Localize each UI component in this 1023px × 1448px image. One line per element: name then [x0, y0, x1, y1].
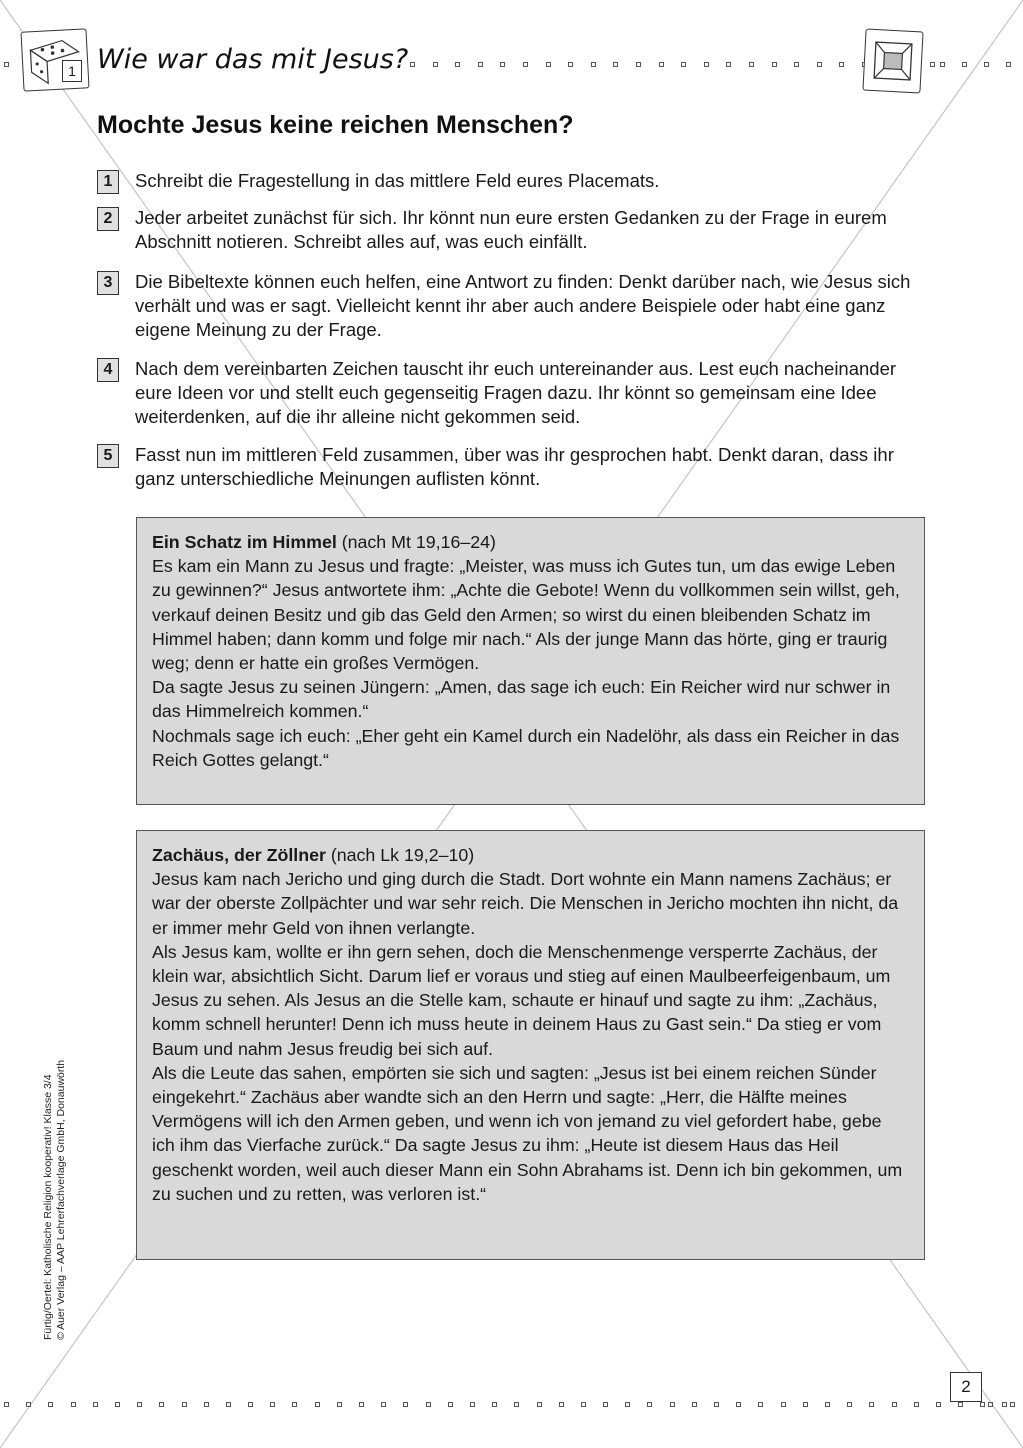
copyright-note [42, 1010, 68, 1340]
task-number: 2 [97, 207, 119, 231]
logo-number: 1 [62, 60, 82, 82]
task-item [97, 443, 927, 491]
task-item [97, 206, 927, 254]
copyright-line: Fürtig/Oertel: Katholische Religion kooperativ! Klasse 3/4 [42, 1074, 54, 1340]
story-paragraph: Es kam ein Mann zu Jesus und fragte: „Meister, was muss ich Gutes tun, um das ewige Leben zu gewinnen?“ Jesus antwortete ihm: „Achte die Gebote! Wenn du vollkommen sein willst, geh, verkauf deinen Besitz und gib das Geld den Armen; so wirst du einen bleibenden Schatz im Himmel haben; dann komm und folge mir nach.“ Als der junge Mann das hörte, ging er traurig weg; denn er hatte ein großes Vermögen. [152, 556, 900, 674]
task-text: Jeder arbeitet zunächst für sich. Ihr könnt nun eure ersten Gedanken zu der Frage in eurem Abschnitt notieren. Schreibt alles auf, was euch einfällt. [135, 207, 887, 252]
task-number: 3 [97, 271, 119, 295]
header-dot-rule [410, 62, 935, 67]
story-paragraph: Jesus kam nach Jericho und ging durch die Stadt. Dort wohnte ein Mann namens Zachäus; er war der oberste Zollpächter und war sehr reich. Die Menschen in Jericho mochten ihn nicht, da er immer mehr Geld von ihnen verlangte. [152, 869, 899, 938]
task-text: Fasst nun im mittleren Feld zusammen, über was ihr gesprochen habt. Denkt daran, dass ihr ganz unterschiedliche Meinungen auflisten könnt. [135, 444, 894, 489]
task-number: 4 [97, 358, 119, 382]
story-box-zachaeus [136, 830, 925, 1260]
task-text: Nach dem vereinbarten Zeichen tauscht ihr euch untereinander aus. Lest euch nacheinander eure Ideen vor und stellt euch gegenseitig Fragen dazu. Ihr könnt so gemeinsam eine Idee weiterdenken, auf die ihr alleine nicht gekommen seid. [135, 358, 897, 427]
task-item [97, 357, 927, 429]
story-paragraph: Da sagte Jesus zu seinen Jüngern: „Amen, das sage ich euch: Ein Reicher wird nur schwer in das Himmelreich kommen.“ [152, 677, 891, 722]
task-number: 5 [97, 444, 119, 468]
story-heading: Ein Schatz im Himmel [152, 532, 337, 552]
task-item [97, 270, 927, 342]
story-box-schatz [136, 517, 925, 805]
story-paragraph: Als Jesus kam, wollte er ihn gern sehen, doch die Menschenmenge versperrte Zachäus, der klein war, absichtlich Sicht. Darum lief er voraus und stieg auf einen Maulbeerfeigenbaum, um Jesus zu sehen. Als Jesus an die Stelle kam, schaute er hinauf und sagte zu ihm: „Zachäus, komm schnell herunter! Denn ich muss heute in deinem Haus zu Gast sein.“ Da stieg er vom Baum und nahm Jesus freudig bei sich auf. [152, 941, 891, 1059]
task-text: Die Bibeltexte können euch helfen, eine Antwort zu finden: Denkt darüber nach, wie Jesus sich verhält und was er sagt. Vielleicht kennt ihr aber auch andere Beispiele oder habt eine ganz eigene Meinung zu der Frage. [135, 271, 911, 340]
story-paragraph: Nochmals sage ich euch: „Eher geht ein Kamel durch ein Nadelöhr, als dass ein Reicher in das Reich Gottes gelangt.“ [152, 725, 900, 770]
header-dot-rule-left [4, 62, 9, 67]
story-reference: (nach Mt 19,16–24) [336, 532, 496, 552]
copyright-line: © Auer Verlag – AAP Lehrerfachverlage GmbH, Donauwörth [55, 1059, 67, 1340]
header-dot-rule-right [940, 62, 1011, 67]
story-reference: (nach Lk 19,2–10) [325, 845, 475, 865]
task-item [97, 169, 927, 194]
page-number: 2 [950, 1372, 982, 1402]
story-paragraph: Als die Leute das sahen, empörten sie sich und sagten: „Jesus ist bei einem reichen Sünder eingekehrt.“ Zachäus aber wandte sich an den Herrn und sagte: „Herr, die Hälfte meines Vermögens will ich den Armen geben, und wenn ich von jemand zu viel gefordert habe, gebe ich ihm das Vierfache zurück.“ Da sagte Jesus zu ihm: „Heute ist diesem Haus das Heil geschenkt worden, weil auch dieser Mann ein Sohn Abrahams ist. Denn ich bin gekommen, um zu suchen und zu retten, was verloren ist.“ [152, 1062, 903, 1204]
page-title: Mochte Jesus keine reichen Menschen? [97, 111, 574, 139]
story-heading: Zachäus, der Zöllner [152, 845, 326, 865]
series-title: Wie war das mit Jesus? [97, 44, 409, 75]
task-text: Schreibt die Fragestellung in das mittlere Feld eures Placemats. [135, 170, 660, 191]
placemat-icon [862, 29, 923, 94]
footer-dot-rule-right [988, 1402, 1015, 1407]
task-number: 1 [97, 170, 119, 194]
footer-dot-rule [4, 1402, 1023, 1407]
